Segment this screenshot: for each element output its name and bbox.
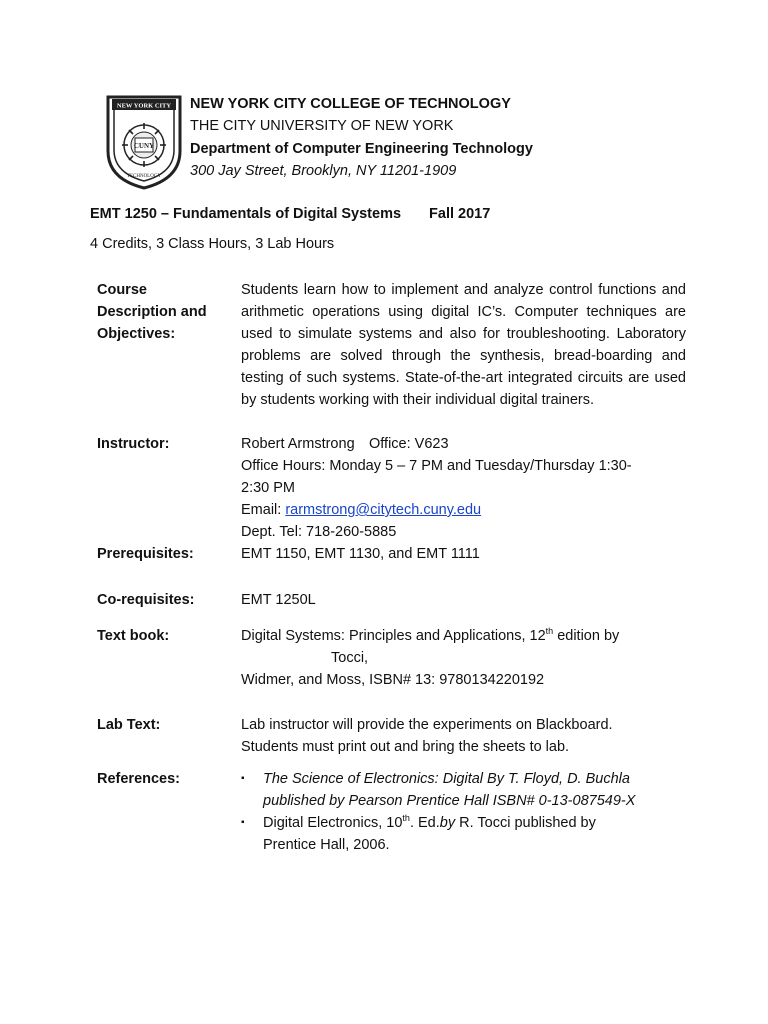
course-term: Fall 2017 — [429, 206, 491, 222]
course-description: Students learn how to implement and analyze control functions and arithmetic operations using digital IC’s. Computer techniques are used to simulate systems and also for troubleshooting. Laboratory problems are solved through the synthesis, bread-boarding and testing of such systems. State-of-the-art integrated circuits are used by students working with their individual digital trainers. — [241, 282, 686, 408]
reference-item: ▪ The Science of Electronics: Digital By T. Floyd, D. Buchla published by Pearson Prentice Hall ISBN# 0-13-087549-X — [241, 768, 686, 812]
label-description: Course Description and Objectives: — [97, 282, 207, 342]
college-logo — [104, 93, 184, 191]
label-prerequisites: Prerequisites: — [97, 546, 194, 562]
course-title: EMT 1250 – Fundamentals of Digital Systems — [90, 206, 402, 222]
instructor-info — [241, 433, 686, 543]
college-name: NEW YORK CITY COLLEGE OF TECHNOLOGY — [190, 96, 511, 112]
instructor-email-link[interactable]: rarmstrong@citytech.cuny.edu — [285, 502, 482, 518]
svg-text:NEW YORK CITY: NEW YORK CITY — [116, 102, 172, 110]
label-labtext: Lab Text: — [97, 717, 161, 733]
instructor-office: Office: V623 — [369, 436, 449, 452]
bullet-icon: ▪ — [241, 817, 245, 828]
corequisites-value: EMT 1250L — [241, 592, 316, 608]
office-hours-cont: 2:30 PM — [241, 480, 295, 496]
address: 300 Jay Street, Brooklyn, NY 11201-1909 — [190, 163, 457, 179]
references-list — [241, 768, 686, 856]
label-textbook: Text book: — [97, 628, 170, 644]
course-title-line — [90, 206, 490, 222]
course-credits: 4 Credits, 3 Class Hours, 3 Lab Hours — [90, 236, 335, 252]
prerequisites-value: EMT 1150, EMT 1130, and EMT 1111 — [241, 546, 480, 562]
label-instructor: Instructor: — [97, 436, 170, 452]
office-hours: Office Hours: Monday 5 – 7 PM and Tuesday/Thursday 1:30- — [241, 458, 632, 474]
textbook-value: Digital Systems: Principles and Applications, 12th edition by Tocci, Widmer, and Moss, ISBN# 13: 9780134220192 — [241, 626, 620, 688]
label-corequisites: Co-requisites: — [97, 592, 195, 608]
svg-text:CUNY: CUNY — [133, 142, 155, 150]
university-name: THE CITY UNIVERSITY OF NEW YORK — [190, 118, 454, 134]
labtext-value: Lab instructor will provide the experiments on Blackboard. Students must print out and bring the sheets to lab. — [241, 717, 613, 755]
dept-tel: Dept. Tel: 718-260-5885 — [241, 524, 397, 540]
instructor-email-row: Email: rarmstrong@citytech.cuny.edu — [241, 502, 482, 518]
svg-text:TECHNOLOGY: TECHNOLOGY — [126, 174, 162, 179]
reference-item: ▪ Digital Electronics, 10th. Ed.by R. Tocci published by Prentice Hall, 2006. — [241, 813, 596, 853]
bullet-icon: ▪ — [241, 773, 245, 784]
department-name: Department of Computer Engineering Technology — [190, 141, 533, 157]
label-references: References: — [97, 771, 181, 787]
instructor-name: Robert Armstrong — [241, 436, 355, 452]
